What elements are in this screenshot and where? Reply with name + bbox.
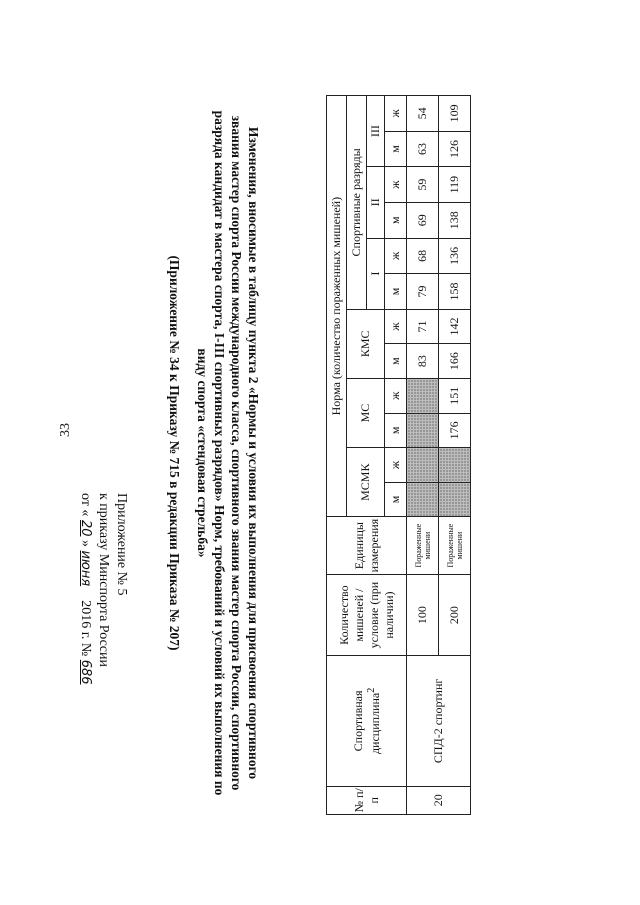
cell-kms-zh: 142 bbox=[439, 309, 471, 344]
header-m: м bbox=[385, 413, 407, 448]
cell-units: Пораженные мишени bbox=[439, 517, 471, 575]
header-num: № п/п bbox=[327, 786, 407, 814]
header-m: м bbox=[385, 202, 407, 238]
header-rank-3: III bbox=[367, 96, 385, 167]
appendix-title: Приложение № 5 bbox=[114, 493, 129, 596]
header-zh: ж bbox=[385, 309, 407, 344]
cell-r2-m: 69 bbox=[407, 202, 439, 238]
cell-kms-m: 83 bbox=[407, 344, 439, 379]
cell-msmk-zh-shaded bbox=[407, 448, 439, 483]
cell-r1-zh: 136 bbox=[439, 238, 471, 274]
header-m: м bbox=[385, 482, 407, 517]
cell-r3-zh: 54 bbox=[407, 96, 439, 132]
cell-r2-zh: 59 bbox=[407, 167, 439, 203]
appendix-day: 20 bbox=[78, 519, 93, 537]
header-rank-1: I bbox=[367, 238, 385, 309]
page-number: 33 bbox=[58, 423, 73, 437]
cell-r2-m: 138 bbox=[439, 202, 471, 238]
header-m: м bbox=[385, 131, 407, 167]
header-zh: ж bbox=[385, 167, 407, 203]
cell-ms-zh: 151 bbox=[439, 378, 471, 413]
cell-r3-zh: 109 bbox=[439, 96, 471, 132]
cell-r2-zh: 119 bbox=[439, 167, 471, 203]
norms-table bbox=[326, 95, 471, 815]
cell-targets: 100 bbox=[407, 574, 439, 655]
title-line-3: разряда кандидат в мастера спорта, I-III спортивных разрядов» Норм, требований и условий их выполнения по bbox=[212, 110, 227, 796]
title-line-4: виду спорта «стендовая стрельба» bbox=[195, 348, 210, 558]
cell-targets: 200 bbox=[439, 574, 471, 655]
appendix-number: 686 bbox=[78, 659, 93, 685]
document-title bbox=[194, 83, 262, 823]
cell-units: Пораженные мишени bbox=[407, 517, 439, 575]
header-zh: ж bbox=[385, 238, 407, 274]
header-zh: ж bbox=[385, 378, 407, 413]
title-line-2: звания мастер спорта России международного класса, спортивного звания мастер спорта России, спортивного bbox=[229, 115, 244, 791]
cell-kms-zh: 71 bbox=[407, 309, 439, 344]
header-m: м bbox=[385, 344, 407, 379]
cell-r1-m: 79 bbox=[407, 274, 439, 310]
cell-ms-m: 176 bbox=[439, 413, 471, 448]
cell-ms-zh-shaded bbox=[407, 378, 439, 413]
header-zh: ж bbox=[385, 448, 407, 483]
header-kms: КМС bbox=[347, 309, 385, 378]
rotated-document bbox=[40, 63, 470, 843]
header-units: Единицы измерения bbox=[327, 517, 407, 575]
header-ms: МС bbox=[347, 378, 385, 447]
header-zh: ж bbox=[385, 96, 407, 132]
header-norm: Норма (количество пораженных мишеней) bbox=[327, 96, 347, 517]
header-targets: Количество мишеней / условие (при наличии) bbox=[327, 574, 407, 655]
document-subtitle: (Приложение № 34 к Приказу № 715 в редакции Приказа № 207) bbox=[167, 255, 182, 651]
cell-kms-m: 166 bbox=[439, 344, 471, 379]
cell-msmk-m-shaded bbox=[439, 482, 471, 517]
header-m: м bbox=[385, 274, 407, 310]
cell-ms-m-shaded bbox=[407, 413, 439, 448]
header-rank-2: II bbox=[367, 167, 385, 238]
header-msmk: МСМК bbox=[347, 448, 385, 517]
cell-r1-m: 158 bbox=[439, 274, 471, 310]
cell-msmk-m-shaded bbox=[407, 482, 439, 517]
appendix-date: от « 20 » июня 2016 г. № 686 bbox=[78, 493, 93, 685]
cell-num: 20 bbox=[407, 786, 471, 814]
cell-r3-m: 126 bbox=[439, 131, 471, 167]
title-line-1: Изменения, вносимые в таблицу пункта 2 «Нормы и условия их выполнения для присвоения спортивного bbox=[246, 126, 261, 780]
appendix-block bbox=[76, 493, 130, 813]
cell-discipline: СПД-2 спортинг bbox=[407, 656, 471, 786]
table-row bbox=[407, 96, 439, 815]
cell-r1-zh: 68 bbox=[407, 238, 439, 274]
appendix-month: июня bbox=[78, 550, 93, 587]
cell-msmk-zh-shaded bbox=[439, 448, 471, 483]
header-discipline: Спортивная дисциплина$^2$ bbox=[327, 656, 407, 786]
cell-r3-m: 63 bbox=[407, 131, 439, 167]
header-ranks: Спортивные разряды bbox=[347, 96, 367, 310]
appendix-order: к приказу Минспорта России bbox=[96, 493, 111, 667]
